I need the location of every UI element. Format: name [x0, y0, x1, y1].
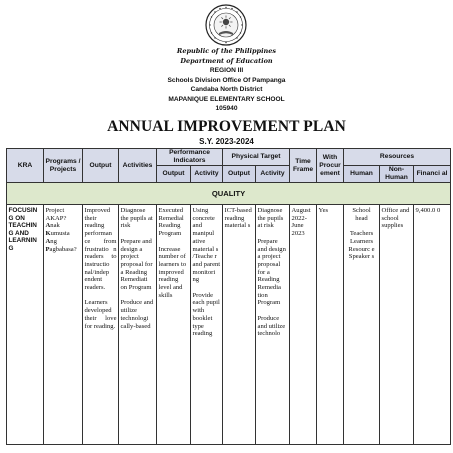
output-cell [83, 205, 119, 445]
output-item: Improved their reading performan ce from frustratio n readers to instructio nal/indep endent readers. [84, 207, 117, 292]
pi-activity-item: Using concrete and manipul ative material s /Teache r and parent monitori ng [192, 207, 221, 284]
header-kra: KRA [7, 149, 44, 183]
program-cell [44, 205, 83, 445]
header-res-financial: Financi al [414, 166, 451, 183]
pt-output-item: ICT-based reading material s [224, 207, 252, 230]
school-year: S.Y. 2023-2024 [199, 137, 254, 146]
table-row [7, 205, 451, 445]
department-line: Department of Education [180, 56, 273, 65]
activities-cell [119, 205, 157, 445]
header-time-frame: Time Frame [290, 149, 317, 183]
non-human-resources-cell: Office and school supplies [380, 205, 414, 445]
acronym-a2: Ang [45, 237, 57, 245]
header-pt-output: Output [223, 166, 256, 183]
republic-line: Republic of the Philippines [176, 47, 277, 55]
program-name: Project AKAP? [45, 207, 67, 222]
table-header-row [7, 149, 451, 166]
header-performance-indicators: Performance Indicators [157, 149, 223, 166]
header-resources: Resources [344, 149, 451, 166]
pt-activity-cell [256, 205, 290, 445]
pi-output-cell [157, 205, 191, 445]
district-line: Candaba North District [190, 86, 263, 93]
header-with-procurement: With Procur ement [317, 149, 344, 183]
acronym-p: Pagbabasa? [45, 245, 77, 253]
section-label: QUALITY [7, 183, 451, 205]
school-name-line: MAPANIQUE ELEMENTARY SCHOOL [168, 95, 285, 103]
section-row [7, 183, 451, 205]
pi-activity-item: Provide each pupil with booklet type reading [192, 291, 220, 338]
header-programs: Programs / Projects [44, 149, 83, 183]
header-pi-activity: Activity [191, 166, 223, 183]
division-line: Schools Division Office Of Pampanga [167, 76, 286, 84]
output-item: Learners developed their love for reading. [84, 299, 117, 330]
activity-item: Produce and utilize technologi cally-based [120, 299, 154, 330]
header-res-non-human: Non-Human [380, 166, 414, 183]
letterhead [0, 47, 453, 114]
pi-output-item: Executed Remedial Reading Program [158, 207, 184, 238]
pt-activity-item: Diagnose the pupils at risk [257, 207, 284, 230]
financial-cell: 9,400.0 0 [414, 205, 451, 445]
time-frame-cell: August 2022- June 2023 [290, 205, 317, 445]
header-physical-target: Physical Target [223, 149, 290, 166]
pi-output-item: Increase number of learners to improved reading level and skills [158, 245, 187, 299]
header-res-human: Human [344, 166, 380, 183]
human-item: School head [352, 207, 371, 222]
school-id-line: 105940 [215, 105, 238, 112]
activity-item: Prepare and design a project proposal for a Reading Remediati on Program [120, 237, 153, 292]
pi-activity-cell [191, 205, 223, 445]
kra-cell: FOCUSIN G ON TEACHIN G AND LEARNIN G [7, 205, 44, 445]
procurement-cell: Yes [317, 205, 344, 445]
acronym-k: Kumusta [45, 230, 70, 238]
deped-seal-logo [205, 4, 247, 46]
header-activities: Activities [119, 149, 157, 183]
acronym-a: Anak [45, 222, 60, 230]
pt-activity-item: Produce and utilize technolo [257, 314, 286, 338]
human-item: Teachers Learners Resourc e Speaker s [348, 230, 375, 261]
human-resources-cell [344, 205, 380, 445]
document-title: ANNUAL IMPROVEMENT PLAN [107, 118, 346, 135]
header-pt-activity: Activity [256, 166, 290, 183]
region-line: REGION III [209, 67, 244, 74]
improvement-plan-table [6, 148, 451, 445]
header-pi-output: Output [157, 166, 191, 183]
header-output: Output [83, 149, 119, 183]
pt-activity-item: Prepare and design a project proposal for a Reading Remedia tion Program [257, 237, 286, 307]
activity-item: Diagnose the pupils at risk [120, 207, 153, 230]
pt-output-cell [223, 205, 256, 445]
